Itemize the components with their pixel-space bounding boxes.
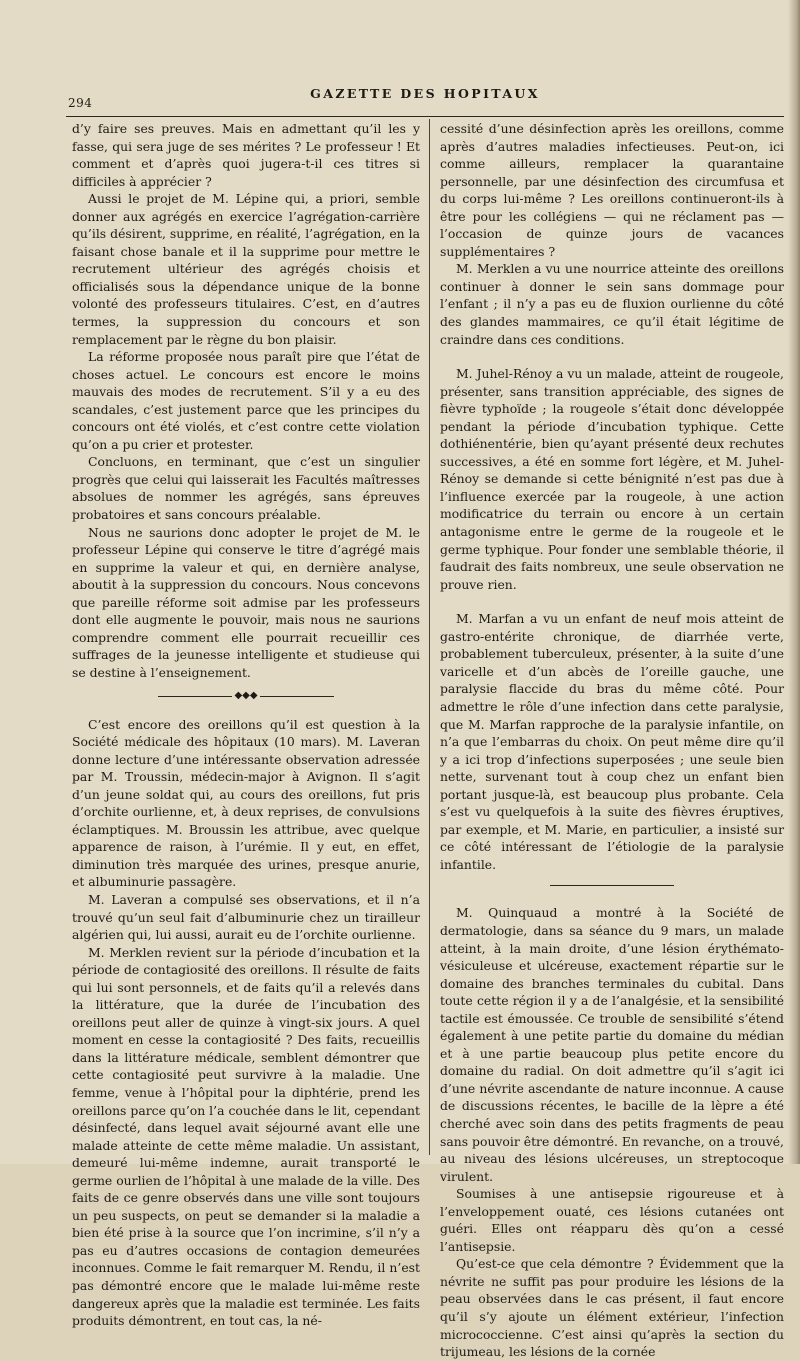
- paragraph: La réforme proposée nous paraît pire que l’état de choses actuel. Le concours est encore le moins mauvais des modes de recrutement. S’il y a eu des scandales, c’est justement parce que les principes du concours ont été violés, et c’est contre cette violation qu’on a pu crier et protester.: [72, 349, 420, 452]
- paragraph-gap: [440, 593, 784, 610]
- column-divider: [429, 119, 430, 1155]
- running-title: GAZETTE DES HOPITAUX: [310, 86, 540, 101]
- paragraph: Concluons, en terminant, que c’est un singulier progrès que celui qui laisserait les Facultés maîtresses absolues de nommer les agrégés, sans épreuves probatoires et sans concours préalable.: [72, 454, 420, 523]
- paragraph: M. Merklen a vu une nourrice atteinte des oreillons continuer à donner le sein sans dommage pour l’enfant ; il n’y a pas eu de fluxion ourlienne du côté des glandes mammaires, ce qu’il était légitime de craindre dans ces conditions.: [440, 261, 784, 347]
- page-header: [66, 86, 784, 110]
- paragraph: Nous ne saurions donc adopter le projet de M. le professeur Lépine qui conserve le titre d’agrégé mais en supprime la valeur et qui, en dernière analyse, aboutit à la suppression du concours. Nous concevons que pareille réforme soit admise par les professeurs dont elle augmente le pouvoir, mais nous ne saurions comprendre comment elle pourrait recueillir ces suffrages de la jeunesse intelligente et studieuse qui se destine à l’enseignement.: [72, 524, 420, 680]
- right-column: [440, 120, 784, 1361]
- paragraph: M. Laveran a compulsé ses observations, et il n’a trouvé qu’un seul fait d’albuminurie chez un tirailleur algérien qui, lui aussi, aurait eu de l’orchite ourlienne.: [72, 891, 420, 943]
- paragraph: M. Juhel-Rénoy a vu un malade, atteint de rougeole, présenter, sans transition appréciable, des signes de fièvre typhoïde ; la rougeole s’était donc développée pendant la période d’incubation typhique. Cette dothiénentérie, bien qu’ayant présenté deux rechutes successives, a été en somme fort légère, et M. Juhel-Rénoy se demande si cette bénignité n’est pas due à l’influence exercée par la rougeole, à une action modificatrice du terrain ou encore à un certain antagonisme entre le germe de la rougeole et le germe typhique. Pour fonder une semblable théorie, il faudrait des faits nombreux, une seule observation ne prouve rien.: [440, 366, 784, 592]
- page-edge: [788, 0, 800, 1164]
- paragraph: M. Merklen revient sur la période d’incubation et la période de contagiosité des oreillons. Il résulte de faits qui lui sont personnels, et de faits qu’il a relevés dans la littérature, que la durée de l’incubation des oreillons peut aller de quinze à vingt-six jours. A quel moment en cesse la contagiosité ? Des faits, recueillis dans la littérature médicale, semblent démontrer que cette contagiosité peut survivre à la maladie. Une femme, venue à l’hôpital pour la diphtérie, prend les oreillons parce qu’on l’a couchée dans le lit, cependant désinfecté, dans lequel avait séjourné avant elle une malade atteinte de cette même maladie. Un assistant, demeuré lui-même indemne, aurait transporté le germe ourlien de l’hôpital à une malade de la ville. Des faits de ce genre observés dans une ville sont toujours un peu suspects, on peut se demander si la maladie a bien été prise à la source que l’on incrimine, s’il n’y a pas eu d’autres occasions de contagion demeurées inconnues. Comme le fait remarquer M. Rendu, il n’est pas démontré encore que le malade lui-même reste dangereux après que la maladie est terminée. Les faits produits démontrent, en tout cas, la né-: [72, 944, 420, 1329]
- paragraph: M. Quinquaud a montré à la Société de dermatologie, dans sa séance du 9 mars, un malade atteint, à la main droite, d’une lésion érythémato-vésiculeuse et ulcéreuse, exactement répartie sur le domaine des branches terminales du cubital. Dans toute cette région il y a de l’analgésie, et la sensibilité tactile est émoussée. Ce trouble de sensibilité s’étend également à une petite partie du domaine du médian et à une partie beaucoup plus petite encore du domaine du radial. On doit admettre qu’il s’agit ici d’une névrite ascendante de nature inconnue. A cause de discussions récentes, le bacille de la lèpre a été cherché avec soin dans des petits fragments de peau sans pouvoir être démontré. En revanche, on a trouvé, au niveau des lésions ulcéreuses, un streptocoque virulent.: [440, 905, 784, 1184]
- ornament: ◆◆◆: [232, 689, 260, 703]
- paragraph-gap: [440, 348, 784, 365]
- section-separator: [440, 885, 784, 886]
- header-rule: [66, 116, 784, 117]
- paragraph: Soumises à une antisepsie rigoureuse et à l’enveloppement ouaté, ces lésions cutanées ont guéri. Elles ont réapparu dès qu’on a cessé l’antisepsie.: [440, 1186, 784, 1254]
- paragraph: d’y faire ses preuves. Mais en admettant qu’il les y fasse, qui sera juge de ses mérites ? Le professeur ! Et comment et d’après quoi jugera-t-il ces titres si difficiles à apprécier ?: [72, 121, 420, 189]
- left-column: [72, 120, 420, 1330]
- paragraph: Qu’est-ce que cela démontre ? Évidemment que la névrite ne suffit pas pour produire les lésions de la peau observées dans le cas présent, il faut encore qu’il s’y ajoute un élément extérieur, l’infection micrococcienne. C’est ainsi qu’après la section du trijumeau, les lésions de la cornée: [440, 1256, 784, 1360]
- section-separator: [72, 688, 420, 704]
- page-number: 294: [68, 96, 93, 110]
- paragraph: cessité d’une désinfection après les oreillons, comme après d’autres maladies infectieuses. Peut-on, ici comme ailleurs, remplacer la quarantaine personnelle, par une désinfection des circumfusa et du corps lui-même ? Les oreillons continueront-ils à être pour les collégiens — qui ne réclament pas — l’occasion de quinze jours de vacances supplémentaires ?: [440, 121, 784, 259]
- paragraph: Aussi le projet de M. Lépine qui, a priori, semble donner aux agrégés en exercice l’agrégation-carrière qu’ils désirent, supprime, en réalité, l’agrégation, en la faisant chose banale et il la supprime pour mettre le recrutement ultérieur des agrégés choisis et officialisés sous la dépendance unique de la bonne volonté des professeurs titulaires. C’est, en d’autres termes, la suppression du concours et son remplacement par le règne du bon plaisir.: [72, 191, 420, 347]
- paragraph: M. Marfan a vu un enfant de neuf mois atteint de gastro-entérite chronique, de diarrhée verte, probablement tuberculeux, présenter, à la suite d’une varicelle et d’un abcès de l’oreille gauche, une paralysie flaccide du bras du même côté. Pour admettre le rôle d’une infection dans cette paralysie, que M. Marfan rapproche de la paralysie infantile, on n’a que l’embarras du choix. On peut même dire qu’il y a ici trop d’infections superposées ; une seule bien nette, survenant tout à coup chez un enfant bien portant jusque-là, est beaucoup plus probante. Cela s’est vu quelquefois à la suite des fièvres éruptives, par exemple, et M. Marie, en particulier, a insisté sur ce côté intéressant de l’étiologie de la paralysie infantile.: [440, 611, 784, 872]
- paragraph: C’est encore des oreillons qu’il est question à la Société médicale des hôpitaux (10 mars). M. Laveran donne lecture d’une intéressante observation adressée par M. Troussin, médecin-major à Avignon. Il s’agit d’un jeune soldat qui, au cours des oreillons, fut pris d’orchite ourlienne, et, à deux reprises, de convulsions éclamptiques. M. Broussin les attribue, avec quelque apparence de raison, à l’urémie. Il y eut, en effet, diminution très marquée des urines, presque anurie, et albuminurie passagère.: [72, 716, 420, 890]
